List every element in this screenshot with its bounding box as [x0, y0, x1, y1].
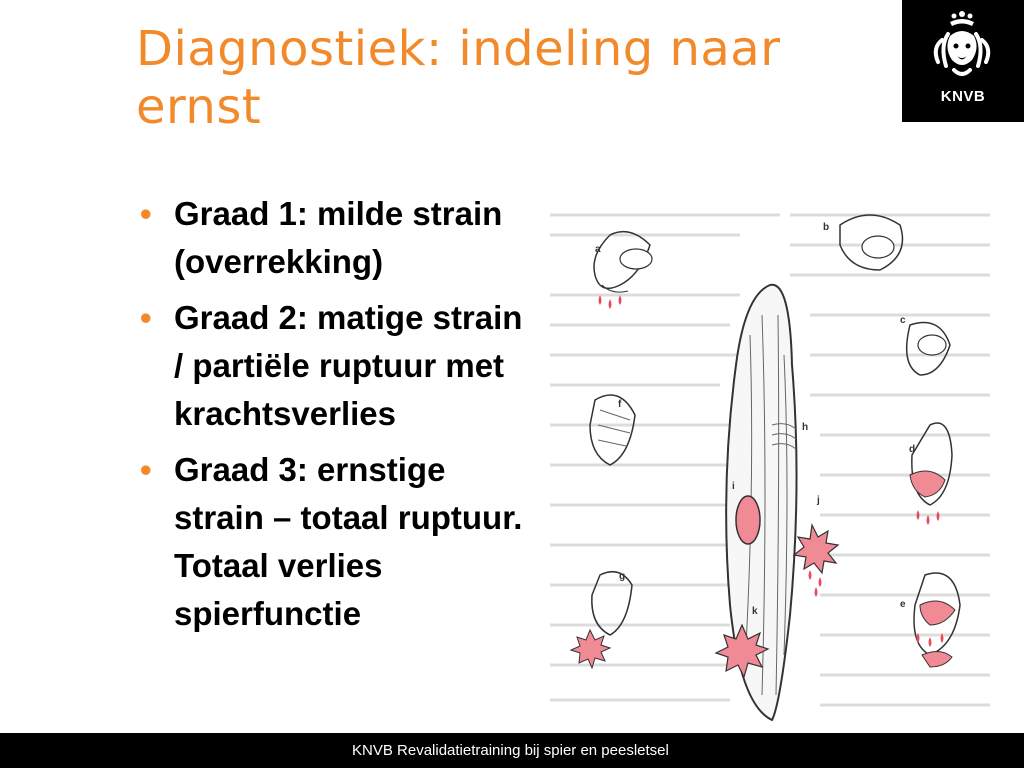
bullet-list [136, 190, 536, 646]
fig-label-f: f [618, 399, 622, 410]
fig-label-h: h [802, 422, 809, 433]
lesion-j [794, 525, 838, 573]
fig-label-i: i [732, 481, 735, 492]
fig-label-j: j [817, 495, 820, 506]
footer-text: KNVB Revalidatietraining bij spier en peesletsel [352, 742, 669, 759]
lesion-i [736, 496, 760, 544]
fig-label-k: k [752, 606, 758, 617]
lesion-g [571, 630, 610, 668]
bullet-text: Graad 3: ernstige strain – totaal ruptuur. Totaal verlies spierfunctie [174, 451, 523, 632]
bullet-item [136, 294, 536, 438]
bullet-text: Graad 1: milde strain (overrekking) [174, 195, 503, 280]
lion-icon [902, 0, 1024, 90]
footer-bar [0, 733, 1024, 768]
bullet-dot: • [140, 195, 152, 232]
lesion-e [920, 601, 955, 625]
bullet-text: Graad 2: matige strain / partiële ruptuur met krachtsverlies [174, 299, 523, 432]
fig-label-b: b [823, 222, 830, 233]
muscle-injury-illustration [540, 185, 1002, 725]
fig-label-g: g [619, 571, 626, 582]
bullet-dot: • [140, 451, 152, 488]
knvb-logo [902, 0, 1024, 122]
logo-text: KNVB [940, 88, 986, 105]
fig-label-e: e [900, 599, 906, 610]
fig-label-c: c [900, 315, 906, 326]
bullet-item [136, 190, 536, 286]
slide-title: Diagnostiek: indeling naar ernst [136, 21, 781, 135]
fig-label-d: d [909, 444, 916, 455]
lesion-e2 [922, 651, 952, 667]
fig-label-a: a [595, 244, 601, 255]
bullet-item [136, 446, 536, 638]
bullet-dot: • [140, 299, 152, 336]
